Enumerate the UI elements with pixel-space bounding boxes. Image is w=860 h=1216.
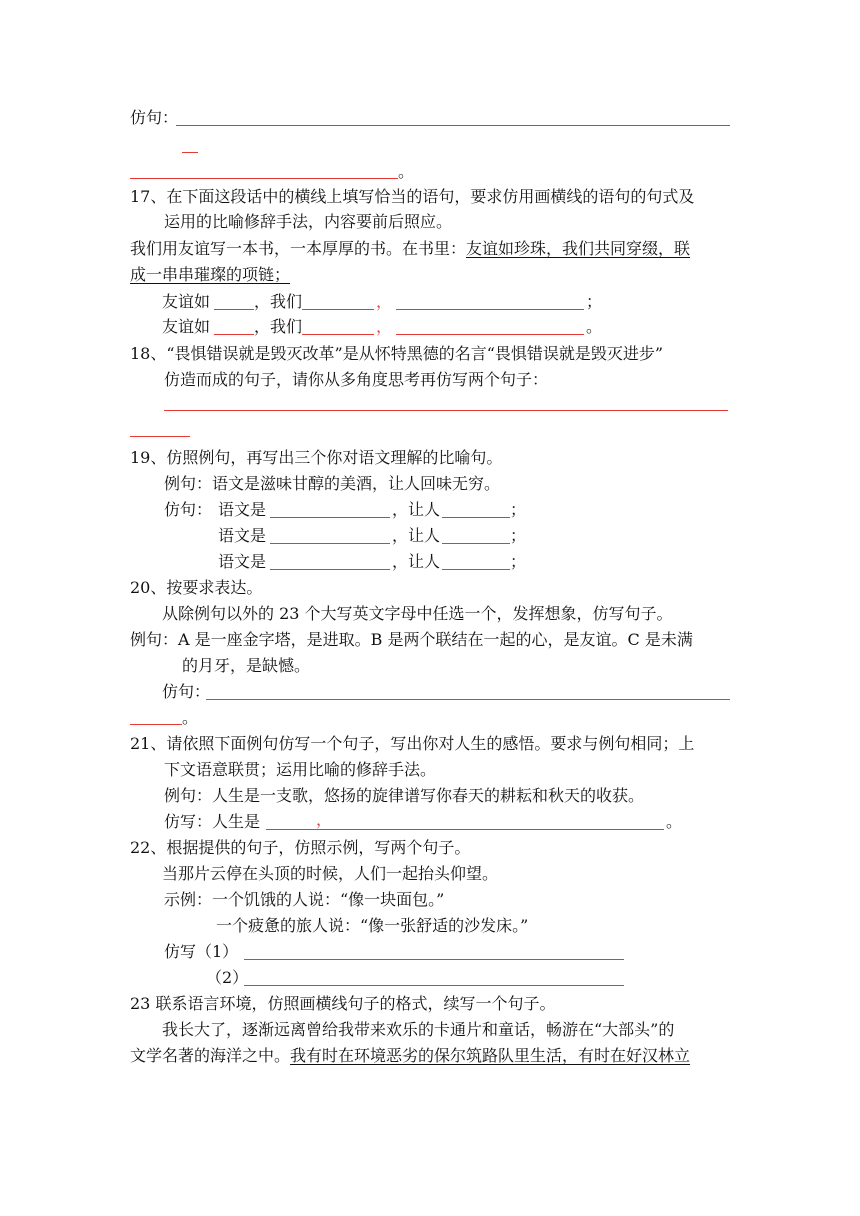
q19-comma-rang-1: ，让人 [392,500,441,519]
q17-fill-prefix-2: 友谊如 [162,317,211,336]
q16-answer-blank-3[interactable] [130,178,398,179]
q17-title-cont: 运用的比喻修辞手法，内容要前后照应。 [164,212,453,231]
q17-underlined-1: 友谊如珍珠，我们共同穿缀，联 [466,239,691,258]
q23-paragraph-line1: 我长大了，逐渐远离曾给我带来欢乐的卡通片和童话，畅游在“大部头”的 [162,1020,675,1039]
q19-semicolon-3: ； [510,552,527,571]
q19-comma-rang-3: ，让人 [392,552,441,571]
q22-write-label-2: （2） [206,968,249,987]
q17-underlined-2: 成一串串璀璨的项链； [130,265,291,284]
q17-blank-result-1[interactable] [396,309,584,310]
q22-answer-blank-2[interactable] [244,985,624,986]
q20-example-line1: 例句：A 是一座金字塔，是进取。B 是两个联结在一起的心，是友谊。C 是未满 [130,630,693,649]
q20-example-line2: 的月牙，是缺憾。 [182,656,311,675]
q21-write-label: 仿写：人生是 [164,812,261,831]
q17-comma-1: ， [376,292,393,311]
q19-comma-rang-2: ，让人 [392,526,441,545]
q19-blank-metaphor-3[interactable] [270,569,390,570]
q17-period: 。 [586,317,603,336]
q17-paragraph-line1 [130,241,690,257]
q22-context: 当那片云停在头顶的时候，人们一起抬头仰望。 [162,864,499,883]
q20-answer-blank-1[interactable] [206,699,730,700]
q17-comma-2: ， [376,317,393,336]
q17-fill-prefix-1: 友谊如 [162,292,211,311]
q22-example-line1: 示例：一个饥饿的人说：“像一块面包。” [164,890,445,909]
q19-fangju-label: 仿句： [164,500,213,519]
q22-title: 22、根据提供的句子，仿照示例，写两个句子。 [130,838,471,857]
q19-semicolon-2: ； [510,526,527,545]
q20-answer-blank-2[interactable] [130,724,182,725]
q20-fangju-label: 仿句： [162,682,211,701]
q21-title-cont: 下文语意联贯；运用比喻的修辞手法。 [164,760,437,779]
q20-end-mark: 。 [182,708,199,727]
q22-answer-blank-1[interactable] [244,959,624,960]
q22-write-label-1: 仿写（1） [164,942,239,961]
q19-subject-2: 语文是 [218,526,267,545]
q21-answer-blank[interactable] [266,829,664,830]
q19-blank-metaphor-1[interactable] [270,517,390,518]
q18-answer-blank-2[interactable] [130,436,190,437]
q17-para-start: 我们用友谊写一本书，一本厚厚的书。在书里： [130,239,467,258]
q21-example: 例句：人生是一支歌，悠扬的旋律谱写你春天的耕耘和秋天的收获。 [164,786,645,805]
q16-end-mark: 。 [398,162,415,181]
q22-example-line2: 一个疲惫的旅人说：“像一张舒适的沙发床。” [216,916,529,935]
q16-answer-blank-1[interactable] [176,125,730,126]
q23-title: 23 联系语言环境，仿照画横线句子的格式，续写一个句子。 [130,994,556,1013]
q18-title-cont: 仿造而成的句子，请你从多角度思考再仿写两个句子： [164,370,549,389]
q17-blank-metaphor-1[interactable] [214,309,254,310]
q19-subject-1: 语文是 [218,500,267,519]
q21-red-comma: ， [316,810,333,829]
q23-para-underlined: 我有时在环境恶劣的保尔筑路队里生活，有时在好汉林立 [290,1046,691,1065]
q19-blank-effect-2[interactable] [442,543,510,544]
q19-blank-effect-3[interactable] [442,569,510,570]
q17-blank-action-2[interactable] [302,334,374,335]
q18-answer-blank-1[interactable] [164,410,728,411]
q20-instruction: 从除例句以外的 23 个大写英文字母中任选一个，发挥想象，仿写句子。 [162,604,673,623]
q19-blank-effect-1[interactable] [442,517,510,518]
q17-semicolon: ； [586,292,603,311]
q19-subject-3: 语文是 [218,552,267,571]
q17-blank-action-1[interactable] [302,309,374,310]
q17-blank-result-2[interactable] [396,334,584,335]
q17-blank-metaphor-2[interactable] [214,334,254,335]
q23-para-plain: 文学名著的海洋之中。 [130,1046,291,1065]
q16-answer-blank-2[interactable] [182,152,198,153]
q21-end-mark: 。 [666,812,683,831]
q16-fangju-label: 仿句： [130,108,179,127]
q17-fill-mid-1: ，我们 [254,292,303,311]
q17-fill-mid-2: ，我们 [254,317,303,336]
q21-title: 21、请依照下面例句仿写一个句子，写出你对人生的感悟。要求与例句相同；上 [130,734,695,753]
q20-title: 20、按要求表达。 [130,578,263,597]
q19-semicolon-1: ； [510,500,527,519]
q23-paragraph-line2 [130,1048,690,1064]
q19-title: 19、仿照例句，再写出三个你对语文理解的比喻句。 [130,448,503,467]
q19-example: 例句：语文是滋味甘醇的美酒，让人回味无穷。 [164,474,501,493]
q19-blank-metaphor-2[interactable] [270,543,390,544]
q18-title: 18、“畏惧错误就是毁灭改革”是从怀特黑德的名言“畏惧错误就是毁灭进步” [130,344,664,363]
q17-title: 17、在下面这段话中的横线上填写恰当的语句，要求仿用画横线的语句的句式及 [130,187,695,206]
